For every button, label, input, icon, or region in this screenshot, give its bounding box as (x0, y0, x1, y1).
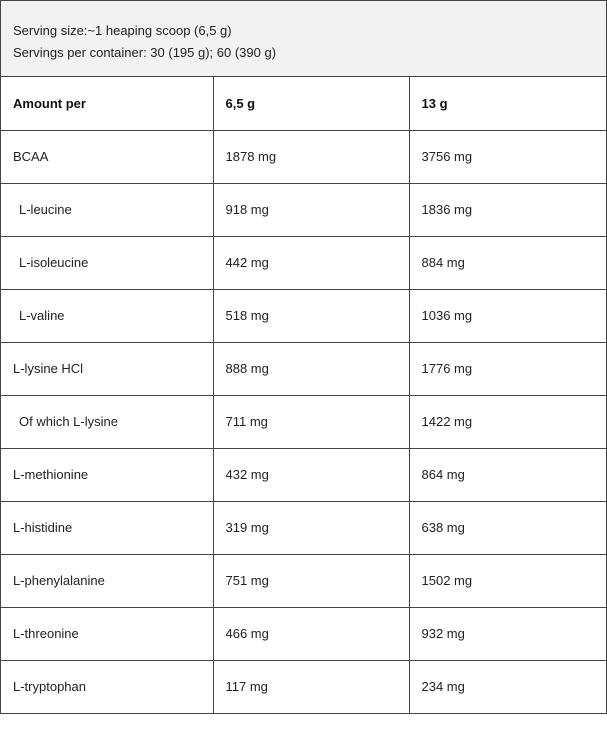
nutrient-name-cell: L-lysine HCl (1, 342, 213, 395)
amount-small-cell: 518 mg (213, 289, 409, 342)
table-header-row (1, 77, 606, 130)
serving-size-text: Serving size:~1 heaping scoop (6,5 g) (13, 23, 232, 38)
nutrient-name-cell: L-methionine (1, 448, 213, 501)
table-row (1, 395, 606, 448)
amount-large-cell: 1502 mg (409, 554, 606, 607)
nutrient-name-cell: Of which L-lysine (1, 395, 213, 448)
amount-small-cell: 319 mg (213, 501, 409, 554)
table-row (1, 448, 606, 501)
amount-small-cell: 442 mg (213, 236, 409, 289)
amount-large-cell: 1036 mg (409, 289, 606, 342)
table-row (1, 554, 606, 607)
amount-large-cell: 3756 mg (409, 130, 606, 183)
table-row (1, 130, 606, 183)
nutrient-name-cell: L-isoleucine (1, 236, 213, 289)
amount-large-cell: 864 mg (409, 448, 606, 501)
amount-large-cell: 1836 mg (409, 183, 606, 236)
header-serving-large: 13 g (409, 77, 606, 130)
amount-small-cell: 1878 mg (213, 130, 409, 183)
header-amount-per: Amount per (1, 77, 213, 130)
amount-large-cell: 1776 mg (409, 342, 606, 395)
amount-large-cell: 1422 mg (409, 395, 606, 448)
table-row (1, 342, 606, 395)
amount-small-cell: 888 mg (213, 342, 409, 395)
amount-small-cell: 466 mg (213, 607, 409, 660)
table-row (1, 289, 606, 342)
table-row (1, 183, 606, 236)
nutrient-name-cell: L-leucine (1, 183, 213, 236)
amount-large-cell: 932 mg (409, 607, 606, 660)
servings-per-container-text: Servings per container: 30 (195 g); 60 (390 g) (13, 45, 277, 60)
nutrient-name-cell: BCAA (1, 130, 213, 183)
nutrient-name-cell: L-threonine (1, 607, 213, 660)
nutrient-name-cell: L-valine (1, 289, 213, 342)
amount-large-cell: 638 mg (409, 501, 606, 554)
nutrient-name-cell: L-phenylalanine (1, 554, 213, 607)
table-row (1, 607, 606, 660)
amount-small-cell: 918 mg (213, 183, 409, 236)
nutrient-name-cell: L-tryptophan (1, 660, 213, 713)
serving-info (1, 1, 606, 77)
header-serving-small: 6,5 g (213, 77, 409, 130)
table-row (1, 501, 606, 554)
table-row (1, 660, 606, 713)
amount-large-cell: 884 mg (409, 236, 606, 289)
amount-small-cell: 117 mg (213, 660, 409, 713)
amino-acid-table (1, 77, 606, 714)
amount-small-cell: 711 mg (213, 395, 409, 448)
amount-large-cell: 234 mg (409, 660, 606, 713)
amount-small-cell: 432 mg (213, 448, 409, 501)
nutrient-name-cell: L-histidine (1, 501, 213, 554)
table-row (1, 236, 606, 289)
amount-small-cell: 751 mg (213, 554, 409, 607)
